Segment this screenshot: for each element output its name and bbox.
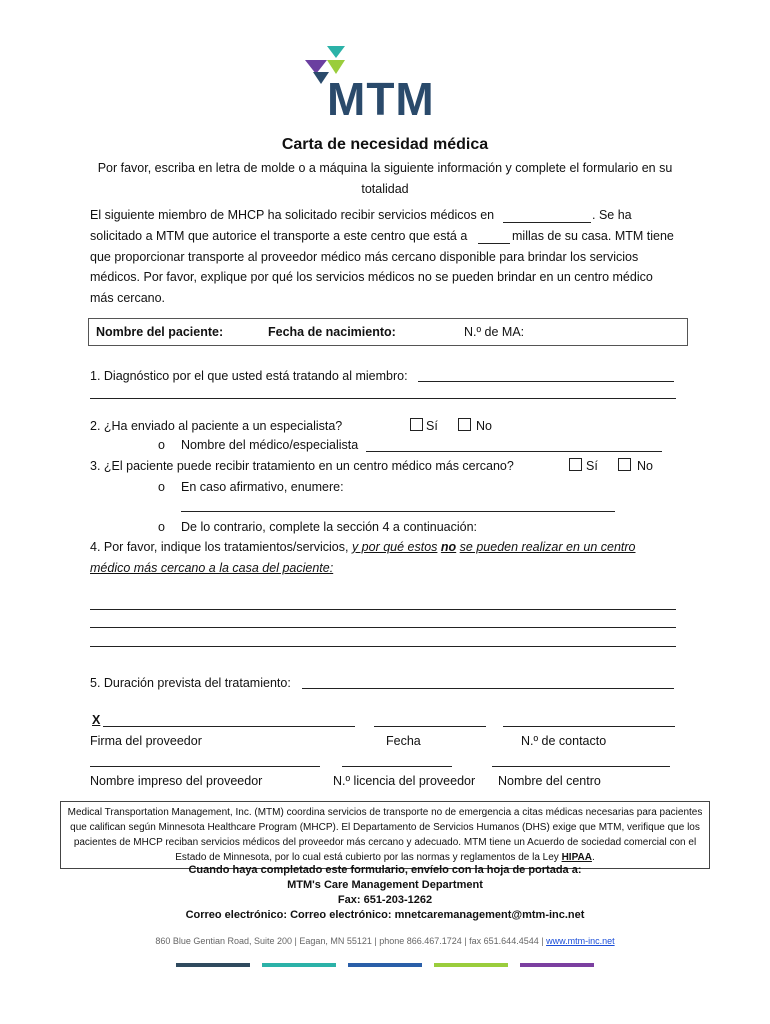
- q3-no-label: No: [637, 459, 653, 473]
- q3-yes-checkbox[interactable]: [569, 458, 582, 471]
- intro-line3: que proporcionar transporte al proveedor médico más cercano disponible para brindar los servicios: [90, 250, 639, 264]
- footer-bar: [262, 963, 336, 967]
- diagnosis-field[interactable]: [418, 381, 674, 382]
- ma-number-label: N.º de MA:: [464, 325, 525, 339]
- footer: [0, 936, 770, 946]
- closer-centers-field[interactable]: [181, 511, 615, 512]
- page-title: Carta de necesidad médica: [281, 136, 489, 153]
- duration-field[interactable]: [302, 688, 674, 689]
- center-name-field[interactable]: [492, 766, 670, 767]
- hipaa-text: HIPAA: [561, 852, 592, 863]
- q4-text-d: se pueden realizar en un centro: [459, 540, 636, 554]
- intro-line2a: solicitado a MTM que autorice el transporte a este centro que está a: [90, 229, 468, 243]
- contact-number-field[interactable]: [503, 726, 675, 727]
- notice-end: .: [591, 852, 595, 863]
- signature-x-mark: X: [92, 713, 101, 727]
- bullet: o: [158, 520, 165, 534]
- treatments-field-1[interactable]: [90, 609, 676, 610]
- patient-name-label: Nombre del paciente:: [96, 325, 224, 339]
- submit-line2: MTM's Care Management Department: [287, 879, 483, 891]
- submit-email: Correo electrónico: Correo electrónico: mnetcaremanagement@mtm-inc.net: [185, 909, 585, 921]
- q2-no-checkbox[interactable]: [458, 418, 471, 431]
- notice-text: Medical Transportation Management, Inc. (MTM) coordina servicios de transporte no de emergencia a citas médicas necesarias para pacientes que califican según Minnesota Healthcare Program (MHCP). El Departamento de Servicios Humanos (DHS) exige que MTM, verifique que los pacientes de MHCP reciban servicios médicos del proveedor más cercano y adecuado. MTM tiene un Acuerdo de sociedad comercial con el Estado de Minnesota, por lo cual está cubierto por las normas y reglamentos de la Ley: [67, 807, 703, 863]
- q2-no-label: No: [476, 419, 492, 433]
- footer-bar: [520, 963, 594, 967]
- footer-bar: [176, 963, 250, 967]
- q2-specialist: 2. ¿Ha enviado al paciente a un especialista?: [90, 419, 343, 433]
- date-label: Fecha: [386, 734, 421, 748]
- q3-closer-center: 3. ¿El paciente puede recibir tratamiento en un centro médico más cercano?: [90, 459, 514, 473]
- miles-blank[interactable]: [478, 243, 510, 244]
- diagnosis-field-2[interactable]: [90, 398, 676, 399]
- q2-specialist-name: Nombre del médico/especialista: [181, 438, 359, 452]
- q4-text-b: y por qué estos: [351, 540, 438, 554]
- mtm-logo: [305, 46, 470, 125]
- submit-fax: Fax: 651-203-1262: [337, 894, 433, 906]
- provider-signature-field[interactable]: [103, 726, 355, 727]
- license-number-label: N.º licencia del proveedor: [333, 774, 476, 788]
- q1-diagnosis: 1. Diagnóstico por el que usted está tratando al miembro:: [90, 369, 408, 383]
- contact-number-label: N.º de contacto: [521, 734, 607, 748]
- q4-text-a: 4. Por favor, indique los tratamientos/servicios,: [90, 540, 349, 554]
- printed-name-field[interactable]: [90, 766, 320, 767]
- q4-text-c: no: [440, 540, 457, 554]
- q2-yes-label: Sí: [426, 419, 438, 433]
- q5-duration: 5. Duración prevista del tratamiento:: [90, 676, 291, 690]
- intro-line1a: El siguiente miembro de MHCP ha solicitado recibir servicios médicos en: [90, 208, 495, 222]
- q3-no-checkbox[interactable]: [618, 458, 631, 471]
- submit-line1: Cuando haya completado este formulario, envíelo con la hoja de portada a:: [188, 864, 582, 876]
- intro-line4: médicos. Por favor, explique por qué los servicios médicos no se pueden brindar en un centro médico: [90, 270, 653, 284]
- treatments-field-3[interactable]: [90, 646, 676, 647]
- q3-yes-label: Sí: [586, 459, 598, 473]
- provider-signature-label: Firma del proveedor: [90, 734, 202, 748]
- intro-line1b: . Se ha: [592, 208, 632, 222]
- legal-notice: [60, 801, 710, 869]
- footer-bar: [434, 963, 508, 967]
- bullet: o: [158, 480, 165, 494]
- q3-if-yes: En caso afirmativo, enumere:: [181, 480, 344, 494]
- website-link[interactable]: www.mtm-inc.net: [546, 936, 615, 946]
- license-number-field[interactable]: [342, 766, 452, 767]
- bullet: o: [158, 438, 165, 452]
- intro-line5: más cercano.: [90, 291, 166, 305]
- center-name-blank[interactable]: [503, 222, 591, 223]
- intro-line2b: millas de su casa. MTM tiene: [512, 229, 674, 243]
- dob-label: Fecha de nacimiento:: [268, 325, 396, 339]
- date-field[interactable]: [374, 726, 486, 727]
- q4-line2: médico más cercano a la casa del paciente:: [90, 561, 334, 575]
- specialist-name-field[interactable]: [366, 451, 662, 452]
- printed-name-label: Nombre impreso del proveedor: [90, 774, 263, 788]
- footer-bar: [348, 963, 422, 967]
- q4-treatments: [90, 539, 635, 555]
- q3-otherwise: De lo contrario, complete la sección 4 a continuación:: [181, 520, 477, 534]
- footer-address: 860 Blue Gentian Road, Suite 200 | Eagan, MN 55121 | phone 866.467.1724 | fax 651.644.4544 |: [155, 936, 544, 946]
- q2-yes-checkbox[interactable]: [410, 418, 423, 431]
- center-name-label: Nombre del centro: [498, 774, 601, 788]
- instructions-line2: totalidad: [361, 182, 409, 196]
- treatments-field-2[interactable]: [90, 627, 676, 628]
- logo-text: MTM: [327, 73, 435, 125]
- instructions-line1: Por favor, escriba en letra de molde o a máquina la siguiente información y complete el formulario en su: [97, 161, 673, 175]
